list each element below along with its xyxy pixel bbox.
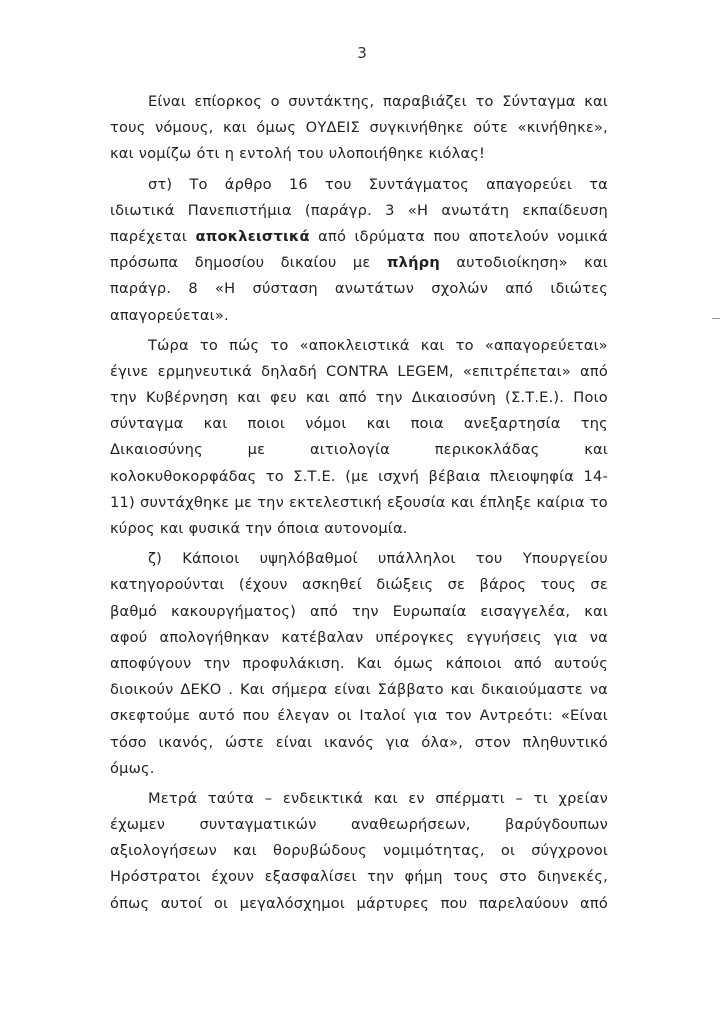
word: για	[553, 628, 578, 646]
word: Και	[239, 681, 265, 699]
word: και	[222, 119, 247, 137]
word: σήμερα	[271, 681, 328, 699]
word: που	[440, 894, 468, 912]
word: ασκηθεί	[302, 576, 362, 594]
word: υψηλόβαθμοί	[259, 550, 358, 568]
word: τα	[589, 175, 608, 193]
word: «Η	[407, 201, 429, 219]
word: νόμοι	[305, 415, 347, 433]
text-line	[110, 756, 608, 782]
word: εξασφαλίσει	[264, 868, 357, 886]
word: την	[257, 493, 284, 511]
text-line	[110, 490, 608, 516]
word: όλα»,	[421, 733, 464, 751]
word: όμως	[256, 119, 297, 137]
word: νομιμότητας,	[383, 842, 485, 860]
word: ιδρύματα	[354, 227, 426, 245]
word: την	[245, 520, 273, 537]
word: όπως	[110, 894, 150, 912]
word: από	[580, 362, 608, 380]
word: φήμη	[404, 868, 443, 886]
word: το	[475, 93, 494, 110]
word: να	[589, 628, 608, 646]
word: και	[584, 93, 608, 110]
text-line	[110, 786, 608, 812]
word: την	[351, 602, 379, 620]
word: παρέχεται	[110, 227, 188, 245]
body-text	[110, 89, 608, 917]
word: πρόσωπα	[110, 254, 179, 272]
word: Δικαιοσύνη	[411, 389, 496, 407]
word: εγγυήσεις	[466, 628, 542, 646]
word: που	[242, 707, 270, 725]
word: το	[455, 336, 474, 354]
word: Ιταλοί	[359, 707, 406, 725]
word: φυσικά	[188, 520, 241, 537]
word: απαγορεύει	[486, 175, 573, 193]
word: ανωτάτη	[441, 201, 510, 219]
word: αποκλειστικά	[195, 227, 310, 245]
word: εκτελεστική	[289, 493, 382, 511]
word: από	[513, 654, 542, 672]
word: 14-	[583, 467, 608, 485]
word: και	[159, 520, 184, 537]
word: στον	[474, 733, 511, 751]
word: το	[265, 467, 284, 485]
word: δηλαδή	[261, 362, 317, 380]
word: τόσο	[110, 733, 147, 751]
word: το	[270, 336, 289, 354]
text-line	[110, 599, 608, 625]
text-line	[110, 115, 608, 141]
word: θορυβώδους	[273, 842, 367, 860]
word: και	[450, 681, 475, 699]
word: για	[385, 733, 410, 751]
word: εισαγγελέα,	[480, 602, 571, 620]
word: συντάχθηκε	[140, 493, 230, 511]
word: ικανός,	[158, 733, 214, 751]
word: με	[352, 254, 371, 272]
word: έχωμεν	[110, 816, 166, 834]
word: του	[297, 145, 324, 163]
word: αυτοδιοίκηση»	[456, 254, 568, 272]
word: Μετρά	[148, 789, 198, 807]
word: τι	[533, 789, 548, 807]
word: νομίζω	[138, 145, 192, 163]
text-line	[110, 730, 608, 756]
word: είναι	[275, 733, 313, 751]
word: έπληξε	[479, 493, 532, 511]
word: παρελαύουν	[478, 894, 569, 912]
word: αυτούς	[553, 654, 608, 672]
word: εκπαίδευση	[522, 201, 608, 219]
word: όποια	[277, 520, 320, 537]
text-line	[110, 546, 608, 572]
word: ζ)	[148, 550, 163, 568]
word: Ηρόστρατοι	[110, 868, 201, 886]
word: τους	[453, 868, 489, 886]
text-line	[110, 172, 608, 198]
text-line	[110, 838, 608, 864]
word: την	[110, 389, 137, 407]
word: και	[203, 415, 228, 433]
word: «απαγορεύεται»	[484, 336, 608, 354]
word: ούτε	[473, 119, 509, 137]
text-line	[110, 89, 608, 115]
word: ταύτα	[207, 789, 255, 807]
word: την	[367, 868, 394, 886]
word: αιτιολογία	[309, 441, 390, 459]
word: πλήρη	[386, 254, 440, 272]
text-line	[110, 303, 608, 329]
word: CONTRA	[326, 362, 389, 380]
text-line	[110, 333, 608, 359]
word: LEGEM,	[397, 362, 454, 380]
word: περικοκλάδας	[434, 441, 540, 459]
word: τους	[540, 576, 577, 594]
word: και	[305, 389, 330, 407]
word: και	[233, 842, 257, 860]
word: όμως.	[110, 759, 155, 777]
word: Σάββατο	[377, 681, 444, 699]
word: και	[237, 389, 262, 407]
word: «κινήθηκε»,	[517, 119, 608, 137]
word: και	[584, 602, 608, 620]
word: «αποκλειστικά	[299, 336, 410, 354]
text-line	[110, 198, 608, 224]
word: κύρος	[110, 520, 155, 537]
page-number: 3	[357, 44, 367, 62]
word: σε	[590, 576, 608, 594]
word: που	[433, 227, 461, 245]
word: από	[318, 227, 347, 245]
word: και	[373, 789, 398, 807]
word: δικαιούμαστε	[481, 681, 583, 699]
word: συνταγματικών	[199, 816, 317, 834]
word: αυτό	[198, 707, 235, 725]
word: σχολών	[431, 280, 489, 298]
word: αποφύγουν	[110, 654, 192, 672]
word: εν	[408, 789, 425, 807]
word: Συντάγματος	[368, 175, 469, 193]
word: συγκινήθηκε	[369, 119, 464, 137]
word: .	[228, 681, 234, 699]
word: είναι	[334, 681, 371, 699]
word: σπέρματι	[435, 789, 505, 807]
text-line	[110, 224, 608, 250]
word: σύσταση	[252, 280, 318, 298]
word: του	[324, 175, 352, 193]
word: ποιοι	[247, 415, 286, 433]
word: και	[110, 145, 134, 163]
word: (παράγρ.	[304, 201, 372, 219]
word: καίρια	[536, 493, 585, 511]
word: συντάκτης,	[288, 93, 375, 110]
word: 8	[188, 280, 198, 298]
word: επίορκος	[194, 93, 262, 110]
word: κακουργήματος)	[171, 602, 297, 620]
word: την	[203, 654, 231, 672]
word: υλοποιήθηκε	[328, 145, 424, 163]
text-line	[110, 437, 608, 463]
word: το	[589, 493, 608, 511]
word: νομικά	[557, 227, 608, 245]
word: βάρος	[479, 576, 527, 594]
word: του	[475, 550, 503, 568]
word: διώξεις	[376, 576, 434, 594]
word: την	[375, 389, 403, 407]
word: Το	[189, 175, 208, 193]
text-line	[110, 141, 608, 167]
word: ιδιωτικά	[110, 201, 175, 219]
word: παράγρ.	[110, 280, 172, 298]
word: σκεφτούμε	[110, 707, 191, 725]
word: κατέβαλαν	[281, 628, 364, 646]
word: φευ	[270, 389, 297, 407]
word: αυτονομία.	[324, 520, 408, 537]
word: οι	[500, 842, 516, 860]
word: έλεγαν	[277, 707, 330, 725]
word: μάρτυρες	[356, 894, 430, 912]
word: 16	[288, 175, 308, 193]
word: «επιτρέπεται»	[462, 362, 571, 380]
word: Δικαιοσύνης	[110, 441, 203, 459]
word: όμως	[393, 654, 434, 672]
text-line	[110, 651, 608, 677]
word: νόμους,	[155, 119, 214, 137]
text-line	[110, 411, 608, 437]
word: «Είναι	[560, 707, 608, 725]
word: ανωτάτων	[334, 280, 415, 298]
word: από	[310, 602, 338, 620]
word: μεγαλόσχημοι	[239, 894, 346, 912]
word: από	[580, 894, 608, 912]
word: ΔΕΚΟ	[180, 681, 222, 699]
word: κατηγορούνται	[110, 576, 225, 594]
word: στ)	[148, 175, 173, 193]
word: Αντρεότι:	[479, 707, 554, 725]
text-line	[110, 703, 608, 729]
word: απαγορεύεται».	[110, 306, 229, 324]
word: απολογήθηκαν	[159, 628, 270, 646]
word: παραβιάζει	[382, 93, 467, 110]
word: υπέρογκες	[375, 628, 455, 646]
text-line	[110, 359, 608, 385]
word: ικανός	[324, 733, 375, 751]
word: κολοκυθοκορφάδας	[110, 467, 257, 485]
word: 11)	[110, 493, 135, 511]
word: χρείαν	[558, 789, 608, 807]
text-line	[110, 276, 608, 302]
word: ποια	[410, 415, 444, 433]
word: Σύνταγμα	[502, 93, 576, 110]
word: 3	[385, 201, 395, 219]
word: (έχουν	[238, 576, 288, 594]
word: τον	[445, 707, 472, 725]
word: και	[450, 493, 475, 511]
text-line	[110, 464, 608, 490]
word: σε	[447, 576, 466, 594]
text-line	[110, 864, 608, 890]
word: ο	[270, 93, 280, 110]
text-line	[110, 516, 608, 542]
word: ότι	[196, 145, 220, 163]
word: και	[584, 254, 608, 272]
text-line	[110, 891, 608, 917]
text-line	[110, 385, 608, 411]
word: από	[338, 389, 367, 407]
word: και	[366, 415, 391, 433]
word: το	[199, 336, 219, 354]
word: να	[589, 681, 608, 699]
word: πλειοψηφία	[489, 467, 575, 485]
word: ισχνή	[378, 467, 420, 485]
word: –	[515, 789, 523, 807]
word: υπάλληλοι	[377, 550, 456, 568]
word: δημοσίου	[194, 254, 265, 272]
word: διοικούν	[110, 681, 174, 699]
word: διηνεκές,	[537, 868, 608, 886]
word: Τώρα	[148, 336, 189, 354]
word: προφυλάκιση.	[242, 654, 345, 672]
word: αυτοί	[160, 894, 203, 912]
word: ενδεικτικά	[282, 789, 364, 807]
text-line	[110, 625, 608, 651]
word: ΟΥΔΕΙΣ	[305, 119, 360, 137]
word: ανεξαρτησία	[463, 415, 561, 433]
word: εντολή	[239, 145, 292, 163]
word: σύνταγμα	[110, 415, 184, 433]
word: βαρύγδουπων	[505, 816, 608, 834]
word: βέβαια	[428, 467, 481, 485]
word: της	[580, 415, 608, 433]
word: στο	[499, 868, 527, 886]
word: οι	[213, 894, 229, 912]
word: έγινε	[110, 362, 149, 380]
word: για	[413, 707, 438, 725]
word: πώς	[229, 336, 260, 354]
word: με	[247, 441, 266, 459]
word: οι	[337, 707, 352, 725]
word: τους	[110, 119, 146, 137]
scan-edge-mark	[712, 318, 720, 319]
word: αναθεωρήσεων,	[350, 816, 471, 834]
word: «Η	[215, 280, 236, 298]
word: η	[224, 145, 235, 163]
word: ιδιώτες	[550, 280, 608, 298]
word: βαθμό	[110, 602, 158, 620]
word: ώστε	[225, 733, 264, 751]
word: σύγχρονοι	[531, 842, 608, 860]
word: έχουν	[211, 868, 255, 886]
word: άρθρο	[224, 175, 272, 193]
word: εξουσία	[386, 493, 446, 511]
word: –	[264, 789, 273, 807]
word: αποτελούν	[468, 227, 549, 245]
word: Σ.Τ.Ε.	[293, 467, 336, 485]
word: αξιολογήσεων	[110, 842, 217, 860]
word: και	[584, 441, 608, 459]
word: από	[505, 280, 534, 298]
word: Κάποιοι	[182, 550, 240, 568]
word: αφού	[110, 628, 148, 646]
word: Και	[356, 654, 382, 672]
word: (Σ.Τ.Ε.).	[505, 389, 565, 407]
word: δικαίου	[280, 254, 337, 272]
word: ερμηνευτικά	[157, 362, 252, 380]
word: Ευρωπαία	[392, 602, 467, 620]
word: κιόλας!	[428, 145, 486, 163]
word: πληθυντικό	[522, 733, 608, 751]
word: Πανεπιστήμια	[187, 201, 292, 219]
word: με	[234, 493, 253, 511]
word: κάποιοι	[445, 654, 502, 672]
word: Είναι	[148, 93, 186, 110]
word: (με	[345, 467, 369, 485]
word: Υπουργείου	[522, 550, 608, 568]
text-line	[110, 572, 608, 598]
text-line	[110, 250, 608, 276]
word: και	[420, 336, 445, 354]
text-line	[110, 677, 608, 703]
word: Ποιο	[573, 389, 608, 407]
text-line	[110, 812, 608, 838]
word: Κυβέρνηση	[145, 389, 229, 407]
